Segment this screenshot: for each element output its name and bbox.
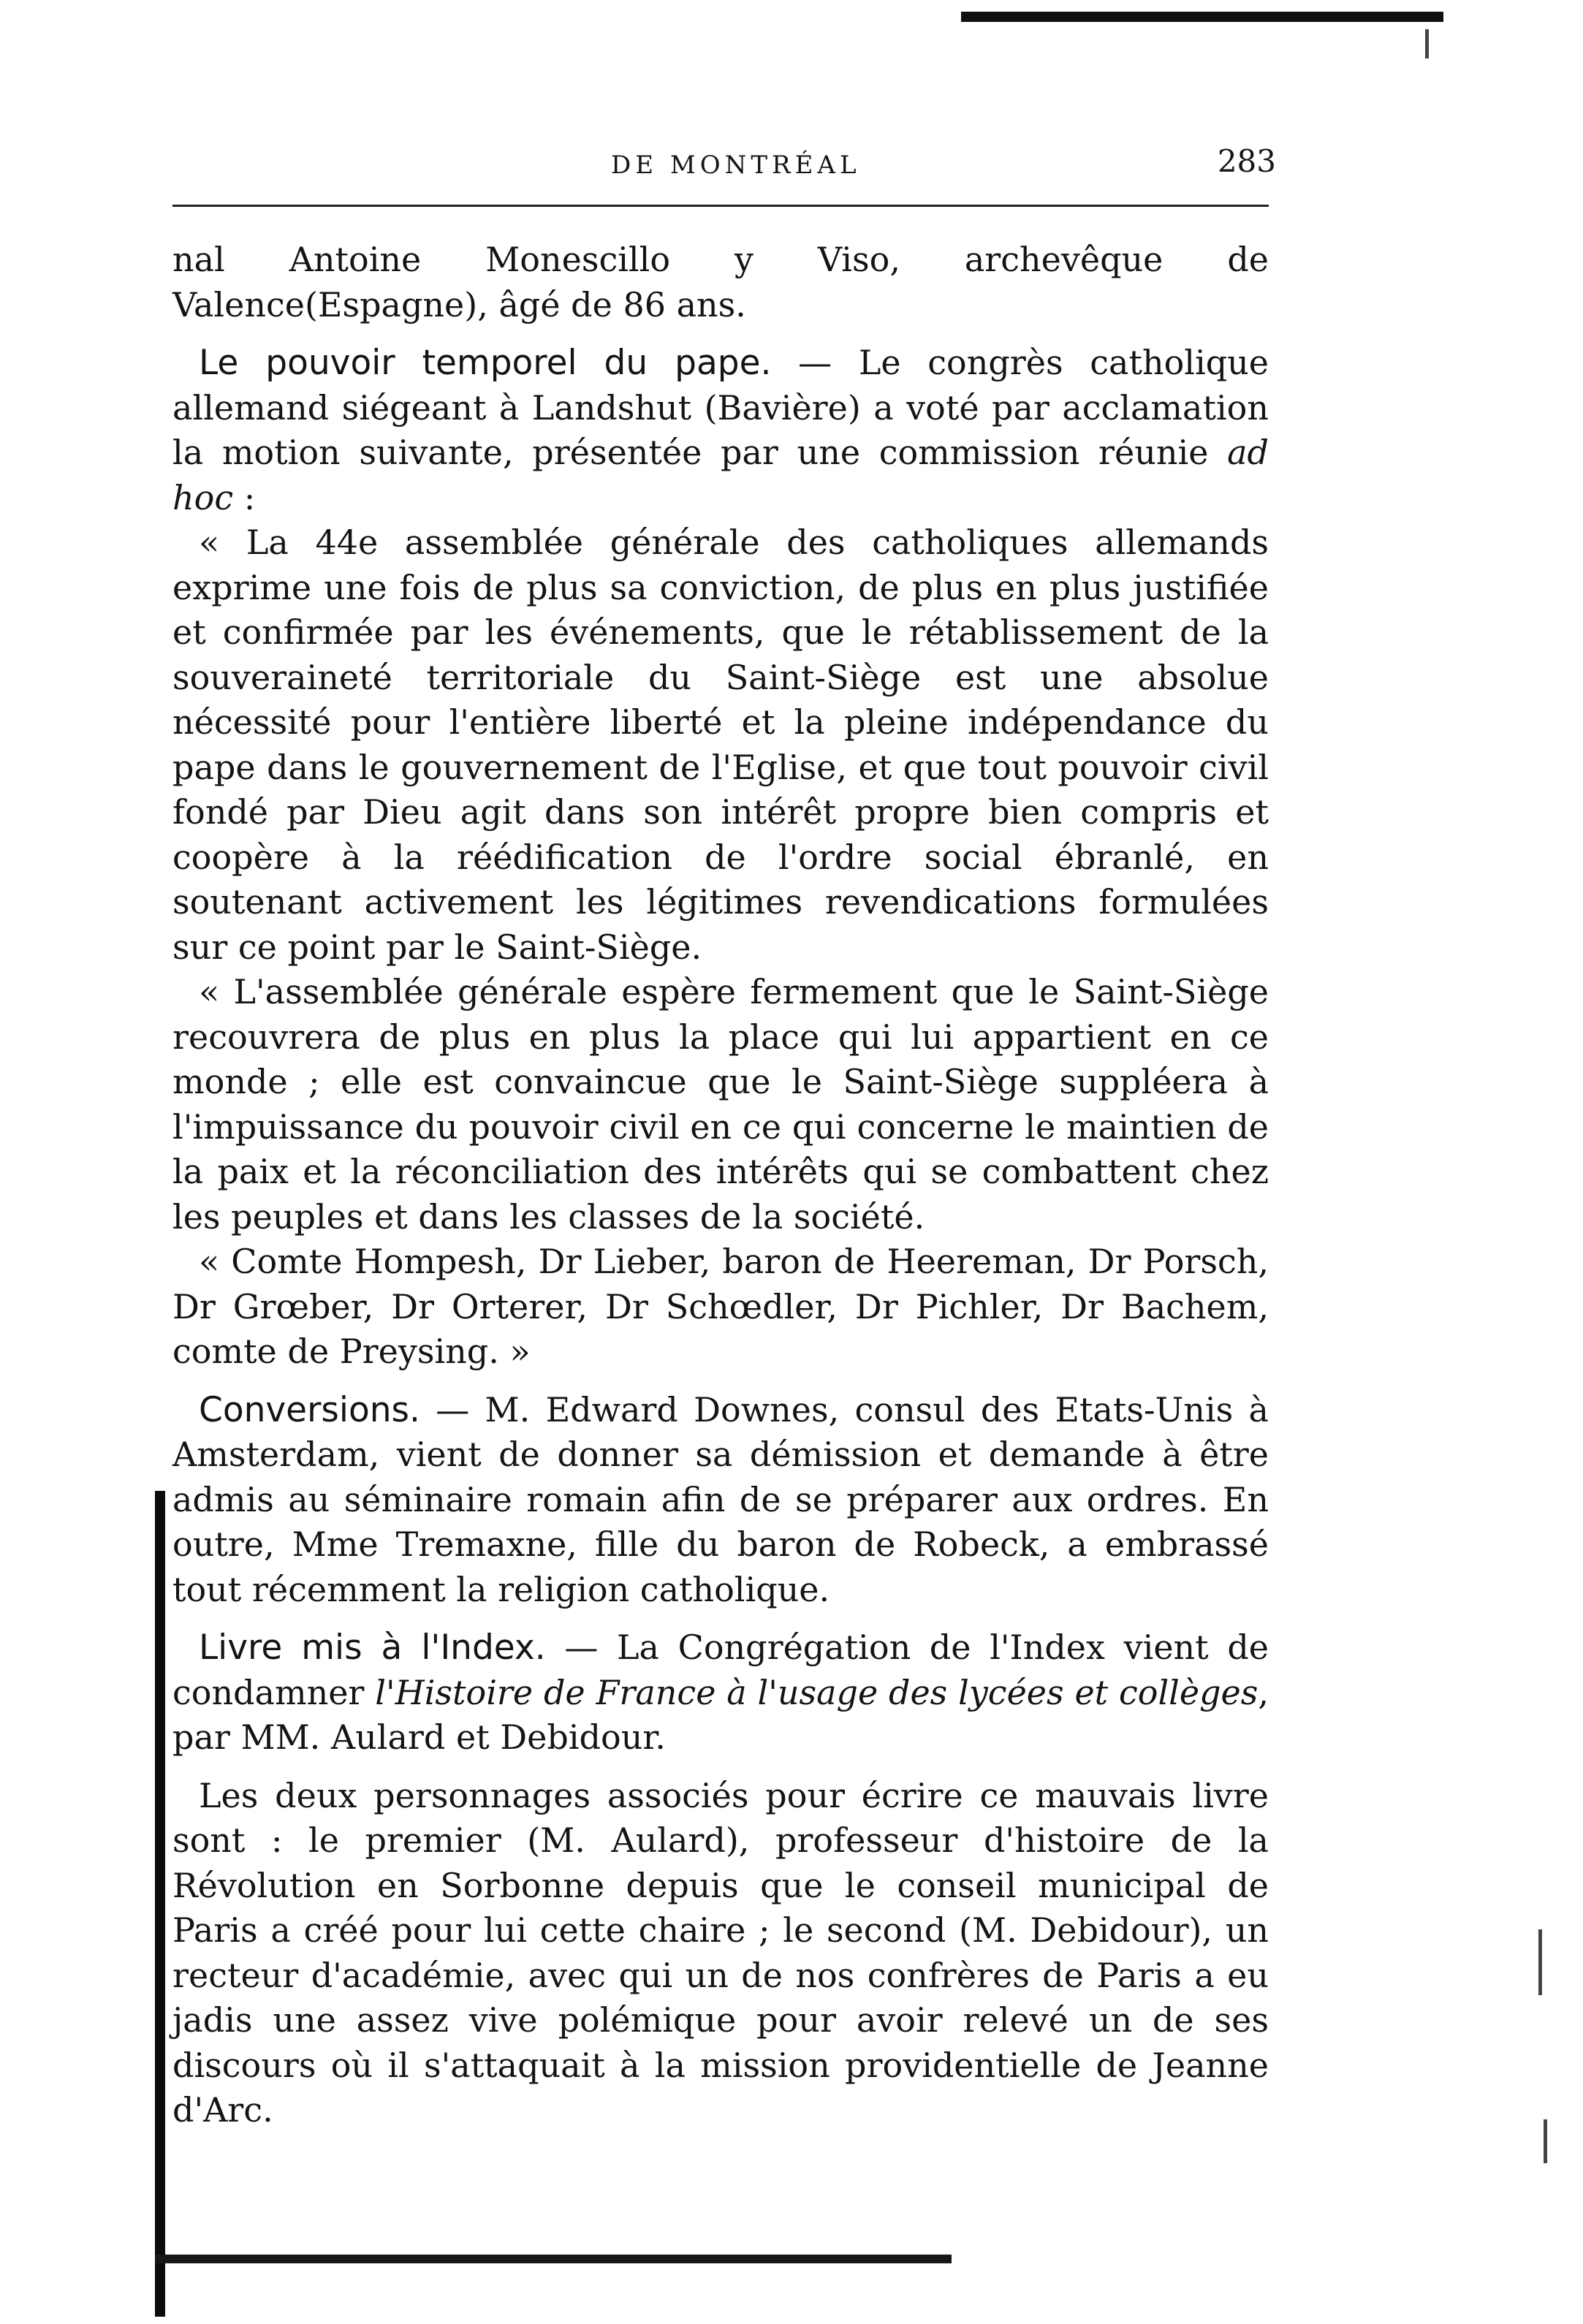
paragraph-signatories: « Comte Hompesh, Dr Lieber, baron de Heereman, Dr Porsch, Dr Grœber, Dr Orterer, Dr Schœdler, Dr Pichler, Dr Bachem, comte de Preysing. » xyxy=(172,1242,1269,1371)
section-heading-temporal-power: Le pouvoir temporel du pape. xyxy=(199,343,772,383)
page-number: 283 xyxy=(1217,143,1276,179)
paragraph-authors: Les deux personnages associés pour écrire ce mauvais livre sont : le premier (M. Aulard), professeur d'histoire de la Révolution en Sorbonne depuis que le conseil municipal de Paris a créé pour lui cette chaire ; le second (M. Debidour), un recteur d'académie, avec qui un de nos confrères de Paris a eu jadis une assez vive polémique pour avoir relevé un de ses discours où il s'attaquait à la mission providentielle de Jeanne d'Arc. xyxy=(172,1775,1269,2130)
scan-bottom-edge xyxy=(155,2255,952,2263)
paragraph-index xyxy=(172,1625,1269,1761)
paragraph-text: — Le congrès catholique allemand siégeant à Landshut (Bavière) a voté par acclamation la motion suivante, présentée par une commission réunie xyxy=(172,343,1269,472)
section-heading-index: Livre mis à l'Index. xyxy=(199,1628,546,1668)
header-rule xyxy=(172,205,1269,207)
page-header xyxy=(172,143,1276,187)
paragraph-temporal-power xyxy=(172,341,1269,520)
top-edge-rule xyxy=(961,12,1443,22)
italic-ad-hoc: ad hoc xyxy=(172,433,1269,517)
margin-speck xyxy=(1425,29,1429,58)
paragraph-conversions xyxy=(172,1388,1269,1613)
paragraph-obituary-end: nal Antoine Monescillo y Viso, archevêque de Valence(Espagne), âgé de 86 ans. xyxy=(172,240,1269,324)
margin-speck xyxy=(1544,2119,1547,2163)
section-heading-conversions: Conversions. xyxy=(199,1389,420,1430)
running-head: DE MONTRÉAL xyxy=(611,151,861,180)
paragraph-motion-1: « La 44e assemblée générale des catholiques allemands exprime une fois de plus sa conviction, de plus en plus justifiée et confirmée par les événements, que le rétablissement de la souveraineté territoriale du Saint-Siège est une absolue nécessité pour l'entière liberté et la pleine indépendance du pape dans le gouvernement de l'Eglise, et que tout pouvoir civil fondé par Dieu agit dans son intérêt propre bien compris et coopère à la réédification de l'ordre social ébranlé, en soutenant activement les légitimes revendications formulées sur ce point par le Saint-Siège. xyxy=(172,523,1269,967)
paragraph-text-end: , par MM. Aulard et Debidour. xyxy=(172,1672,1269,1757)
scan-binding-edge xyxy=(155,1491,165,2317)
italic-book-title: l'Histoire de France à l'usage des lycées et collèges xyxy=(375,1672,1259,1712)
paragraph-text: — M. Edward Downes, consul des Etats-Unis à Amsterdam, vient de donner sa démission et demande à être admis au séminaire romain afin de se préparer aux ordres. En outre, Mme Tremaxne, fille du baron de Robeck, a embrassé tout récemment la religion catholique. xyxy=(172,1389,1269,1609)
page-body xyxy=(172,238,1269,2133)
paragraph-text-end: : xyxy=(233,477,256,517)
paragraph-motion-2: « L'assemblée générale espère fermement que le Saint-Siège recouvrera de plus en plus la place qui lui appartient en ce monde ; elle est convaincue que le Saint-Siège suppléera à l'impuissance du pouvoir civil en ce qui concerne le maintien de la paix et la réconciliation des intérêts qui se combattent chez les peuples et dans les classes de la société. xyxy=(172,972,1269,1237)
margin-speck xyxy=(1538,1929,1542,1995)
paragraph-text: — La Congrégation de l'Index vient de condamner xyxy=(172,1628,1269,1712)
